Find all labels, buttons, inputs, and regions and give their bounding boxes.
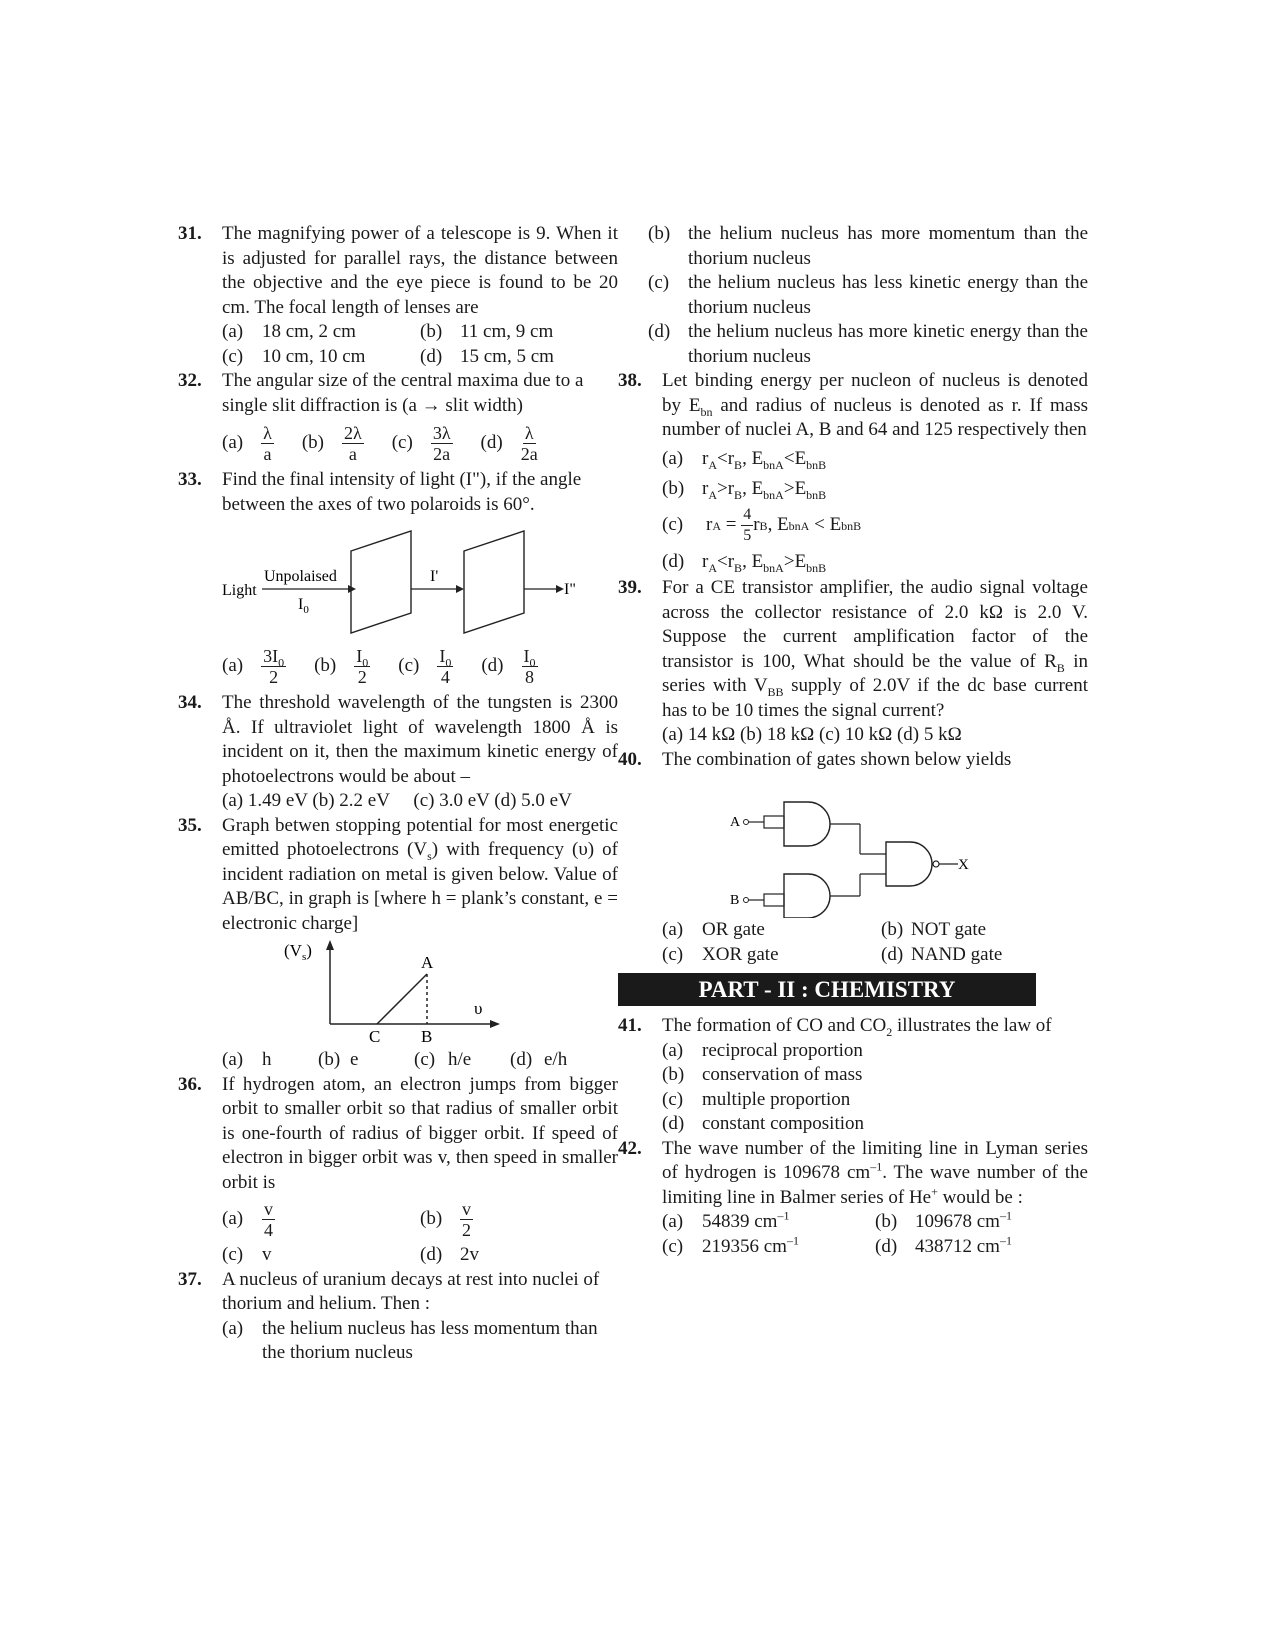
- question-number: 39.: [618, 577, 642, 598]
- question-39: [618, 576, 1088, 748]
- option-label: (b): [318, 1049, 341, 1070]
- question-text: If hydrogen atom, an electron jumps from bigger orbit to smaller orbit so that radius of smaller orbit is one-fourth of radius of bigger orbit. If speed of electron in bigger orbit was v, then speed in smaller orbit is: [222, 1073, 618, 1193]
- option-label: (c): [222, 1244, 244, 1265]
- option-a: (a) $r_A<r_B$, $E_{bnA}<E_{bnB}$: [662, 447, 827, 472]
- question-number: 38.: [618, 370, 642, 391]
- input-b-label: B: [730, 893, 740, 908]
- question-text: Find the final intensity of light (I"), if the angle between the axes of two polaroids is 60°.: [222, 469, 582, 515]
- point-c-label: C: [369, 1027, 381, 1046]
- polaroid-diagram: [218, 527, 658, 637]
- options-line: (a) 14 kΩ (b) 18 kΩ (c) 10 kΩ (d) 5 kΩ: [662, 724, 962, 745]
- option-label: (d): [480, 431, 503, 453]
- option-label: (b): [420, 1207, 443, 1229]
- and-gate-2: [784, 874, 830, 918]
- output-x-label: X: [958, 857, 969, 873]
- option-c: the helium nucleus has less kinetic energy than the thorium nucleus: [688, 272, 1088, 318]
- question-41: [618, 1014, 1088, 1137]
- option-label: (a): [662, 1039, 684, 1061]
- option-b-fraction: $\frac{2\lambda}{a}$: [343, 422, 362, 464]
- input-a-label: A: [730, 815, 741, 830]
- option-label: (c): [662, 1235, 684, 1257]
- options-row: [222, 1048, 618, 1073]
- options-row: [178, 641, 618, 691]
- option-a-fraction: $\frac{v}{4}$: [264, 1198, 273, 1240]
- question-text: The combination of gates shown below yields: [662, 748, 1012, 770]
- option-b: conservation of mass: [702, 1064, 863, 1085]
- option-label: (b): [881, 919, 904, 940]
- option-d: 15 cm, 5 cm: [460, 345, 554, 367]
- question-number: 33.: [178, 469, 202, 490]
- option-a: h: [262, 1049, 272, 1070]
- question-number: 36.: [178, 1073, 202, 1095]
- option-label: (d): [662, 1113, 685, 1134]
- option-label: (d): [481, 654, 504, 676]
- question-number: 32.: [178, 370, 202, 391]
- question-35: [178, 814, 618, 937]
- option-label: (c): [414, 1049, 436, 1070]
- light-label: Light: [222, 582, 257, 599]
- option-label: (c): [662, 943, 684, 965]
- unpolarised-label: Unpolaised: [264, 568, 337, 585]
- option-c: 10 cm, 10 cm: [262, 345, 366, 367]
- option-label: (a): [662, 1211, 684, 1232]
- question-text: For a CE transistor amplifier, the audio signal voltage across the collector resistance of 2.0 kΩ is 2.0 V. Suppose the current amplification factor of the transistor is 100, What should be the value of $R_B$ in series with $V_{BB}$ supply of 2.0V if the dc base current has to be 10 times the signal current?: [662, 577, 1089, 721]
- question-number: 34.: [178, 692, 202, 713]
- input-b-joined-terminals: [764, 894, 784, 906]
- question-35-options: [178, 1048, 618, 1073]
- option-label: (d): [420, 1244, 443, 1265]
- option-label: (d): [510, 1049, 533, 1070]
- option-a: OR gate: [702, 919, 765, 940]
- option-a: reciprocal proportion: [702, 1039, 863, 1061]
- left-column: [178, 222, 618, 1366]
- question-number: 35.: [178, 814, 202, 836]
- i-prime-label: I': [430, 568, 439, 585]
- option-label: (a): [222, 431, 244, 453]
- question-42: [618, 1137, 1088, 1260]
- i0-label: $I_0$: [298, 596, 309, 616]
- option-b: 11 cm, 9 cm: [460, 321, 554, 342]
- option-b-fraction: $\frac{I_0}{2}$: [356, 645, 369, 687]
- and-gate-1: [784, 802, 830, 846]
- question-number: 31.: [178, 223, 202, 244]
- option-d: e/h: [544, 1049, 568, 1070]
- nu-axis-label: υ: [474, 999, 483, 1018]
- question-33: [178, 468, 618, 517]
- input-a-terminal: [744, 820, 749, 825]
- i-double-prime-label: I": [564, 581, 576, 598]
- option-label: (b): [648, 223, 671, 244]
- option-label: (b): [875, 1211, 898, 1232]
- logic-gate-diagram: [648, 778, 1088, 918]
- option-c: XOR gate: [702, 943, 779, 965]
- question-38: [618, 369, 1088, 574]
- option-b: (b) $r_A>r_B$, $E_{bnA}>E_{bnB}$: [662, 478, 827, 502]
- option-d-fraction: $\frac{\lambda}{2a}$: [520, 422, 538, 464]
- option-d: (d) $r_A<r_B$, $E_{bnA}>E_{bnB}$: [662, 550, 827, 575]
- option-label: (b): [420, 321, 443, 342]
- question-number: 37.: [178, 1268, 202, 1290]
- options-line: (a) 1.49 eV (b) 2.2 eV (c) 3.0 eV (d) 5.0 eV: [222, 790, 572, 811]
- option-d: the helium nucleus has more kinetic energy than the thorium nucleus: [688, 321, 1088, 367]
- vs-axis-label: $(V_s)$: [284, 941, 312, 963]
- question-text: A nucleus of uranium decays at rest into nuclei of thorium and helium. Then :: [222, 1268, 600, 1314]
- section-banner: PART - II : CHEMISTRY: [618, 973, 1036, 1006]
- graph-line: [377, 974, 427, 1024]
- option-a: the helium nucleus has less momentum than the thorium nucleus: [262, 1317, 598, 1363]
- question-36: [178, 1073, 618, 1268]
- option-label: (a): [222, 1207, 244, 1229]
- arrowhead: [348, 585, 356, 593]
- option-b: 109678 $cm^{-1}$: [915, 1208, 1012, 1232]
- input-a-joined-terminals: [764, 816, 784, 828]
- option-d: 2v: [460, 1244, 479, 1265]
- question-text: The magnifying power of a telescope is 9. When it is adjusted for parallel rays, the distance between the objective and the eye piece is found to be 20 cm. The focal length of lenses are: [222, 223, 618, 318]
- option-c: v: [262, 1244, 272, 1265]
- option-c: (c) r A = $\frac{4}{5}$ r B , E bnA < E bnB: [662, 506, 862, 544]
- option-label: (d): [648, 321, 671, 342]
- option-label: (a): [222, 1049, 244, 1070]
- option-a: 54839 $cm^{-1}$: [702, 1208, 790, 1232]
- option-label: (d): [881, 943, 904, 965]
- question-33-options: [178, 641, 618, 691]
- question-text: The threshold wavelength of the tungsten is 2300 Å. If ultraviolet light of wavelength 1800 Å is incident on it, then the maximum kinetic energy of photoelectrons would be about –: [222, 692, 618, 787]
- option-b: the helium nucleus has more momentum than the thorium nucleus: [688, 223, 1088, 269]
- question-number: 40.: [618, 748, 642, 770]
- and-gate-3: [886, 842, 932, 886]
- x-arrowhead: [490, 1020, 500, 1028]
- option-label: (c): [222, 345, 244, 367]
- option-label: (b): [662, 1064, 685, 1085]
- polaroid-2: [464, 531, 524, 633]
- input-b-terminal: [744, 898, 749, 903]
- option-d: constant composition: [702, 1113, 865, 1134]
- option-a-fraction: $\frac{3I_0}{2}$: [263, 645, 285, 687]
- right-column: [618, 222, 1089, 1259]
- option-label: (a): [222, 321, 244, 342]
- question-number: 42.: [618, 1137, 642, 1159]
- question-text: Let binding energy per nucleon of nucleus is denoted by $E_{bn}$ and radius of nucleus is denoted as r. If mass number of nuclei A, B and 64 and 125 respectively then: [662, 370, 1089, 440]
- option-b-fraction: $\frac{v}{2}$: [462, 1198, 471, 1240]
- option-b: NOT gate: [911, 919, 987, 940]
- option-c: 219356 $cm^{-1}$: [702, 1233, 799, 1257]
- question-40: [618, 748, 1088, 773]
- option-c-fraction: $\frac{3\lambda}{2a}$: [432, 422, 451, 464]
- question-40-options: [648, 918, 1088, 967]
- question-37: [178, 1268, 618, 1366]
- option-label: (c): [398, 654, 420, 676]
- question-number: 41.: [618, 1015, 642, 1036]
- question-text: The angular size of the central maxima due to a single slit diffraction is (a → slit width): [222, 370, 584, 416]
- question-32: [178, 369, 618, 468]
- option-a-fraction: $\frac{\lambda}{a}$: [263, 422, 272, 464]
- option-c: h/e: [448, 1049, 472, 1070]
- option-label: (b): [301, 431, 324, 453]
- output-bubble: [933, 861, 939, 867]
- y-arrowhead: [326, 940, 334, 950]
- question-text: The wave number of the limiting line in Lyman series of hydrogen is 109678 $cm^{-1}$. The wave number of the limiting line in Balmer series of He+ would be :: [662, 1137, 1088, 1208]
- option-label: (b): [314, 654, 337, 676]
- question-text: The formation of CO and $CO_2$ illustrates the law of: [662, 1015, 1052, 1039]
- option-label: (d): [420, 345, 443, 367]
- question-34: [178, 691, 618, 814]
- options-row: [222, 418, 618, 468]
- option-label: (a): [222, 1317, 244, 1339]
- option-b: e: [350, 1049, 359, 1070]
- option-label: (c): [662, 1088, 684, 1110]
- option-c: multiple proportion: [702, 1088, 851, 1110]
- arrowhead: [456, 585, 464, 593]
- option-d: NAND gate: [911, 943, 1003, 965]
- polaroid-1: [351, 531, 411, 633]
- question-31: [178, 222, 618, 369]
- option-d: 438712 $cm^{-1}$: [915, 1233, 1012, 1257]
- point-a-label: A: [421, 953, 434, 972]
- question-37-continued: [648, 222, 1088, 369]
- stopping-potential-graph: [222, 936, 662, 1048]
- option-a: 18 cm, 2 cm: [262, 321, 356, 342]
- option-label: (d): [875, 1235, 898, 1257]
- option-label: (a): [222, 654, 244, 676]
- question-text: Graph betwen stopping potential for most energetic emitted photoelectrons $(V_s)$ with frequency (υ) of incident radiation on metal is given below. Value of AB/BC, in graph is [where h = plank’s constant, e = electronic charge]: [222, 814, 619, 934]
- arrowhead: [556, 585, 564, 593]
- option-label: (a): [662, 919, 684, 940]
- option-label: (c): [648, 272, 670, 293]
- option-d-fraction: $\frac{I_0}{8}$: [523, 645, 536, 687]
- point-b-label: B: [421, 1027, 433, 1046]
- option-c-fraction: $\frac{I_0}{4}$: [439, 645, 452, 687]
- option-label: (c): [391, 431, 413, 453]
